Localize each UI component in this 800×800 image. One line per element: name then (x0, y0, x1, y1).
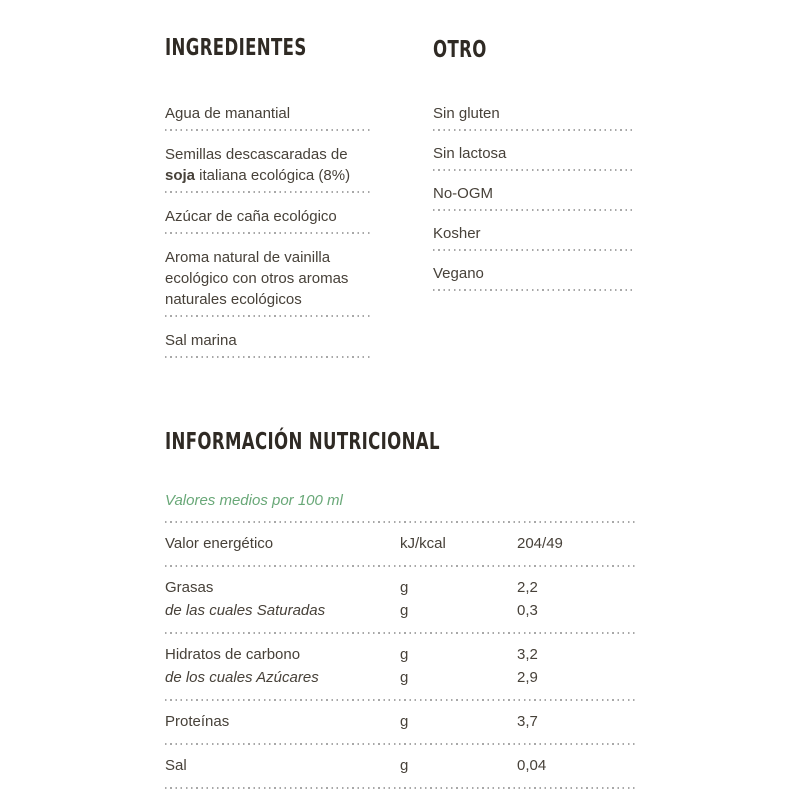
nutrition-row-grid (165, 523, 635, 559)
attribute-label: Sin gluten (433, 105, 500, 122)
attribute-item (433, 103, 635, 131)
nutrient-label: Grasas (165, 579, 214, 596)
dotted-divider (165, 787, 635, 789)
ingredient-item (165, 330, 373, 358)
ingredients-title: INGREDIENTES (165, 35, 307, 61)
nutrient-unit: g (400, 713, 409, 730)
nutrient-value: 3,2 (517, 646, 538, 663)
nutrition-row-grid (165, 745, 635, 781)
ingredient-text (165, 247, 373, 310)
ingredient-text (165, 103, 373, 124)
attribute-label: Vegano (433, 265, 484, 282)
nutrition-row (165, 523, 635, 567)
nutrient-label: Hidratos de carbono (165, 646, 301, 663)
nutrient-value: 3,7 (517, 713, 538, 730)
ingredient-text-part: Sal marina (165, 332, 237, 349)
nutrient-sub-unit: g (400, 669, 409, 686)
ingredient-text-bold: soja (165, 167, 196, 184)
nutrition-row (165, 634, 635, 701)
nutrition-row-grid (165, 701, 635, 737)
nutrition-title: INFORMACIÓN NUTRICIONAL (165, 429, 440, 455)
dotted-divider (433, 209, 635, 211)
nutrient-sub-label: de los cuales Azúcares (165, 669, 319, 686)
dotted-divider (433, 249, 635, 251)
other-attributes-title: OTRO (433, 37, 487, 63)
ingredients-list (165, 103, 373, 358)
nutrient-value: 204/49 (517, 535, 563, 552)
nutrient-sub-unit: g (400, 602, 409, 619)
dotted-divider (433, 289, 635, 291)
nutrient-sub-label: de las cuales Saturadas (165, 602, 326, 619)
attribute-item (433, 263, 635, 291)
ingredient-text (165, 206, 373, 227)
attribute-item (433, 223, 635, 251)
nutrient-value: 2,2 (517, 579, 538, 596)
ingredients-section (165, 36, 373, 371)
ingredient-item (165, 247, 373, 317)
other-attributes-list (433, 103, 635, 291)
dotted-divider (165, 232, 373, 234)
other-attributes-section (433, 38, 635, 303)
nutrient-value: 0,04 (517, 757, 547, 774)
nutrition-subtitle: Valores medios por 100 ml (165, 492, 343, 509)
nutrition-row-grid (165, 634, 635, 693)
dotted-divider (165, 129, 373, 131)
ingredient-text-part: Agua de manantial (165, 105, 291, 122)
nutrient-sub-value: 2,9 (517, 669, 538, 686)
attribute-label: Sin lactosa (433, 145, 507, 162)
nutrient-unit: g (400, 757, 409, 774)
nutrient-label: Valor energético (165, 535, 274, 552)
dotted-divider (165, 356, 373, 358)
ingredient-item (165, 144, 373, 193)
attribute-item (433, 143, 635, 171)
nutrition-row (165, 701, 635, 745)
dotted-divider (165, 315, 373, 317)
attribute-label: Kosher (433, 225, 481, 242)
ingredient-text-part: Semillas descascaradas de (165, 146, 348, 163)
dotted-divider (433, 169, 635, 171)
dotted-divider (433, 129, 635, 131)
attribute-label: No-OGM (433, 185, 493, 202)
nutrition-row-grid (165, 567, 635, 626)
ingredient-text (165, 144, 373, 186)
nutrient-label: Proteínas (165, 713, 230, 730)
ingredient-item (165, 206, 373, 234)
dotted-divider (165, 191, 373, 193)
nutrient-unit: kJ/kcal (400, 535, 446, 552)
nutrition-row (165, 567, 635, 634)
nutrient-unit: g (400, 646, 409, 663)
nutrition-section (165, 430, 635, 789)
nutrient-label: Sal (165, 757, 187, 774)
ingredient-text-part: Azúcar de caña ecológico (165, 208, 337, 225)
ingredient-text-part: italiana ecológica (8%) (195, 167, 351, 184)
ingredient-text-part: Aroma natural de vainilla ecológico con otros aromas naturales ecológicos (165, 249, 349, 308)
nutrition-row (165, 745, 635, 789)
nutrient-unit: g (400, 579, 409, 596)
attribute-item (433, 183, 635, 211)
ingredient-text (165, 330, 373, 351)
nutrient-sub-value: 0,3 (517, 602, 538, 619)
ingredient-item (165, 103, 373, 131)
